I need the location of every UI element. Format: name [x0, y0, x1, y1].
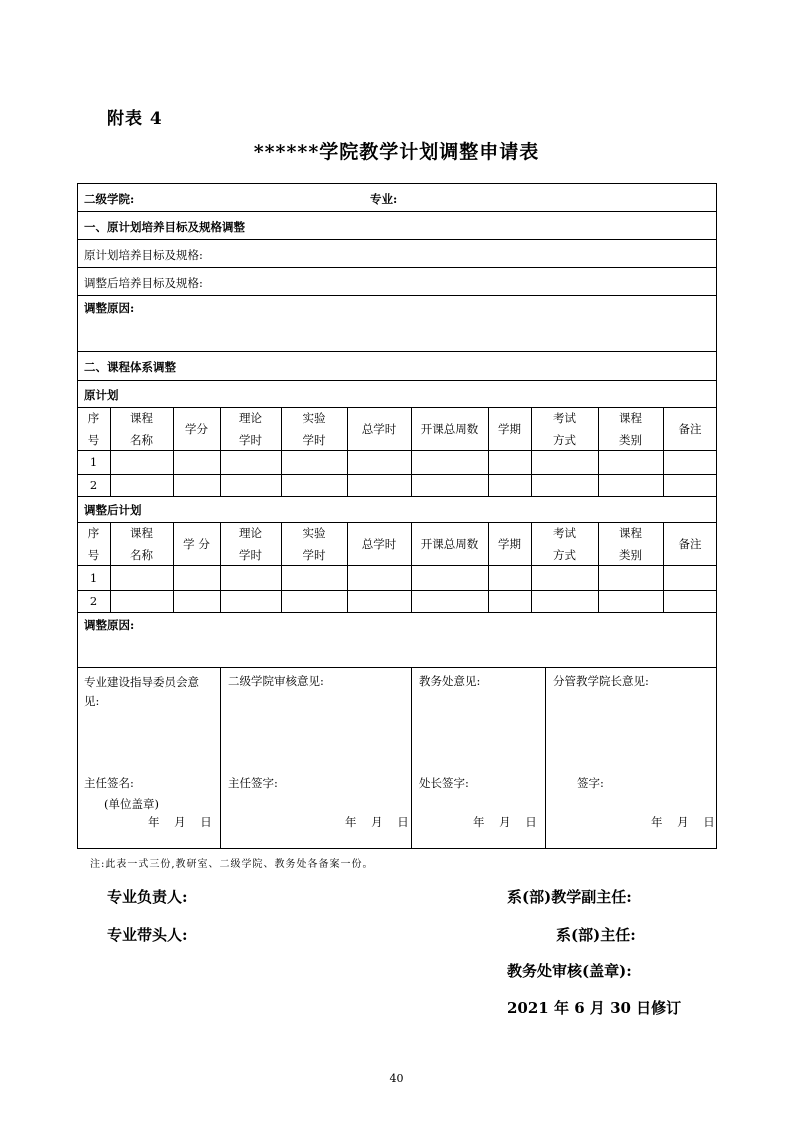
- college-label: 二级学院:: [84, 192, 135, 206]
- college-opinion-label: 二级学院审核意见:: [228, 674, 324, 688]
- column-header: 实验 学时: [302, 410, 326, 447]
- column-header: 总学时: [361, 421, 397, 436]
- column-header: 学 分: [183, 536, 210, 551]
- column-header: 实验 学时: [302, 525, 326, 562]
- column-header: 考试 方式: [553, 410, 576, 447]
- adjusted-plan-label: 调整后计划: [84, 503, 142, 517]
- major-leader-label: 专业带头人:: [107, 926, 188, 944]
- major-label: 专业:: [370, 192, 398, 206]
- vp-opinion-label: 分管教学院长意见:: [553, 674, 649, 688]
- column-header: 学期: [498, 536, 521, 551]
- dept-director-label: 系(部)主任:: [556, 926, 636, 944]
- affairs-opinion-label: 教务处意见:: [419, 674, 481, 688]
- vp-date: 年 月 日: [651, 815, 715, 829]
- major-responsible-label: 专业负责人:: [107, 888, 188, 906]
- footnote: 注:此表一式三份,教研室、二级学院、教务处各备案一份。: [90, 859, 374, 870]
- adjusted-goal-label: 调整后培养目标及规格:: [84, 276, 203, 290]
- academic-review-label: 教务处审核(盖章):: [507, 962, 632, 980]
- row-divider: [77, 667, 717, 668]
- row-divider: [77, 295, 717, 296]
- reason-label-1: 调整原因:: [84, 301, 135, 315]
- column-header: 学期: [498, 421, 521, 436]
- column-header: 课程 名称: [130, 525, 153, 562]
- row-divider: [77, 380, 717, 381]
- col-divider: [411, 667, 412, 849]
- column-header: 课程 名称: [130, 410, 153, 447]
- column-header: 开课总周数: [420, 536, 479, 551]
- reason-label-2: 调整原因:: [84, 618, 135, 632]
- column-header: 课程 类别: [619, 410, 642, 447]
- column-header: 备注: [678, 421, 702, 436]
- column-header: 序 号: [87, 525, 100, 562]
- form-title: ******学院教学计划调整申请表: [253, 141, 540, 163]
- college-sign-label: 主任签字:: [228, 776, 278, 790]
- col-divider: [220, 667, 221, 849]
- row-divider: [77, 496, 717, 497]
- column-header: 课程 类别: [619, 525, 642, 562]
- column-header: 总学时: [361, 536, 397, 551]
- row-number: 1: [89, 455, 98, 469]
- revision-date: 2021 年 6 月 30 日修订: [507, 999, 682, 1017]
- row-divider: [77, 267, 717, 268]
- row-divider: [77, 351, 717, 352]
- column-header: 备注: [678, 536, 702, 551]
- column-header: 理论 学时: [239, 525, 262, 562]
- column-header: 理论 学时: [239, 410, 262, 447]
- original-goal-label: 原计划培养目标及规格:: [84, 248, 203, 262]
- affairs-date: 年 月 日: [473, 815, 537, 829]
- affairs-sign-label: 处长签字:: [419, 776, 469, 790]
- appendix-label: 附表 4: [107, 109, 163, 129]
- committee-sign-label: 主任签名:: [84, 776, 134, 790]
- vp-sign-label: 签字:: [577, 776, 604, 790]
- col-divider: [545, 667, 546, 849]
- column-header: 开课总周数: [420, 421, 479, 436]
- row-number: 2: [89, 478, 98, 492]
- row-divider: [77, 612, 717, 613]
- committee-opinion-label: 专业建设指导委员会意见:: [84, 675, 199, 708]
- row-number: 1: [89, 570, 98, 585]
- column-header: 考试 方式: [553, 525, 576, 562]
- committee-date: 年 月 日: [148, 815, 212, 829]
- section1-title: 一、原计划培养目标及规格调整: [84, 220, 245, 234]
- original-plan-label: 原计划: [84, 388, 119, 402]
- section2-title: 二、课程体系调整: [84, 360, 176, 374]
- column-header: 序 号: [87, 410, 100, 447]
- committee-seal-label: (单位盖章): [104, 797, 159, 811]
- column-header: 学分: [185, 421, 208, 436]
- college-date: 年 月 日: [345, 815, 409, 829]
- row-divider: [77, 211, 717, 212]
- page-number: 40: [389, 1072, 404, 1085]
- row-divider: [77, 239, 717, 240]
- dept-vice-director-label: 系(部)教学副主任:: [507, 888, 632, 906]
- row-number: 2: [89, 594, 98, 608]
